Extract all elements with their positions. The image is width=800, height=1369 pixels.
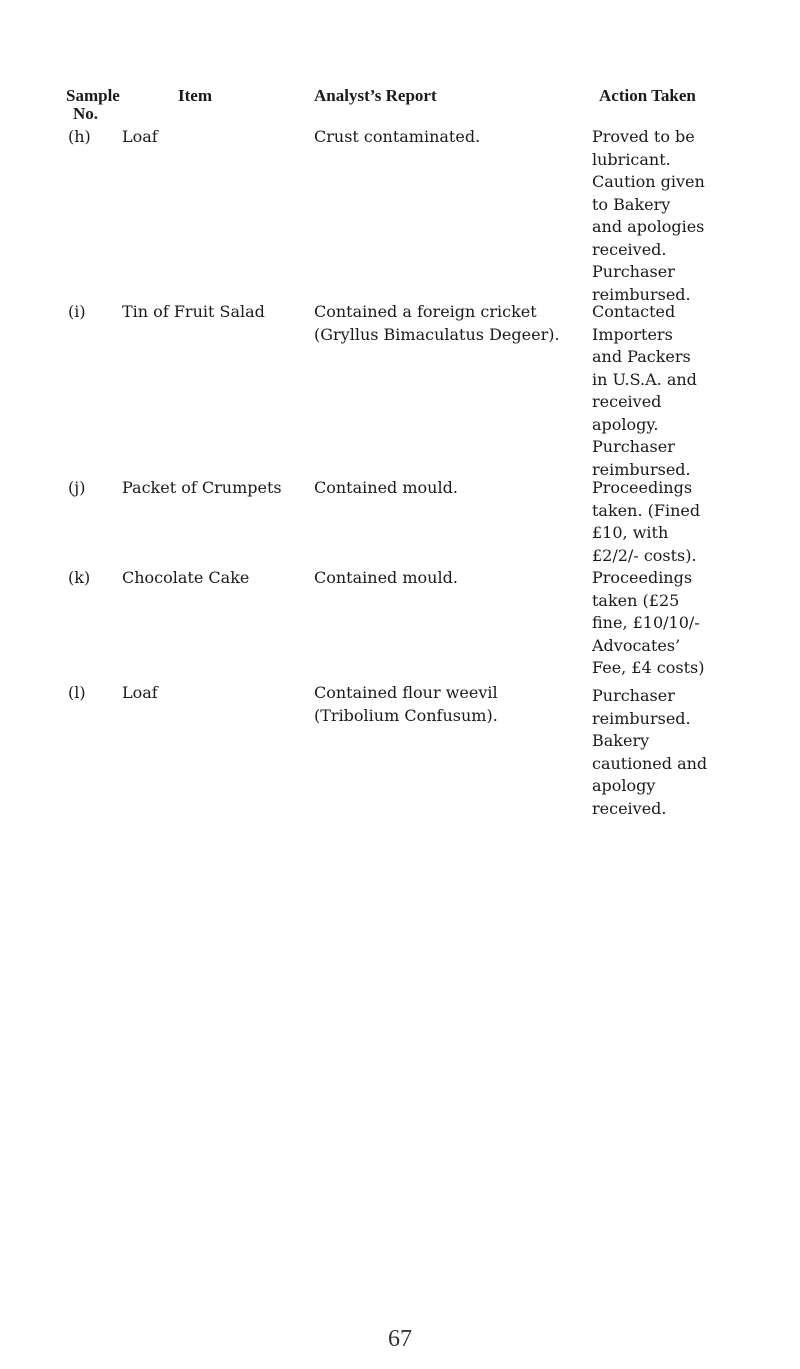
action-line: apology <box>592 776 656 795</box>
report-line: Crust contaminated. <box>314 127 481 146</box>
action-taken <box>592 477 700 567</box>
action-line: Importers <box>592 324 673 344</box>
action-line: cautioned and <box>592 753 708 773</box>
action-line: in U.S.A. and <box>592 369 697 389</box>
action-line: and apologies <box>592 217 705 236</box>
action-line: Purchaser <box>592 686 675 705</box>
action-line: apology. <box>592 414 659 434</box>
action-line: Proceedings <box>592 568 693 587</box>
action-line: reimbursed. <box>592 284 691 304</box>
action-line: to Bakery <box>592 194 671 214</box>
sample-number: (h) <box>68 127 91 146</box>
action-line: taken. (Fined <box>592 500 701 520</box>
item-name: Packet of Crumpets <box>122 478 282 497</box>
action-line: and Packers <box>592 347 691 366</box>
sample-number: (i) <box>68 302 86 321</box>
report-line: Contained mould. <box>314 478 458 497</box>
action-taken <box>592 567 704 680</box>
report-line: Contained flour weevil <box>314 683 498 702</box>
analysts-report <box>314 126 480 149</box>
action-line: taken (£25 <box>592 590 680 610</box>
analysts-report <box>314 301 587 346</box>
action-line: Advocates’ <box>592 635 681 655</box>
item-name: Tin of Fruit Salad <box>122 302 265 321</box>
action-taken <box>592 126 705 306</box>
action-line: Bakery <box>592 731 650 750</box>
action-line: £10, with <box>592 523 669 542</box>
report-line: Contained a foreign cricket <box>314 302 537 321</box>
analysts-report <box>314 682 498 727</box>
action-line: Contacted <box>592 302 676 321</box>
action-line: Caution given <box>592 172 705 191</box>
action-line: £2/2/- costs). <box>592 545 697 565</box>
sample-number: (j) <box>68 478 86 497</box>
sample-number: (l) <box>68 683 86 702</box>
header-sample-label: Sample <box>66 86 120 105</box>
header-item: Item <box>178 86 212 105</box>
action-line: lubricant. <box>592 149 671 169</box>
report-line: (Tribolium Confusum). <box>314 705 498 725</box>
action-line: Proved to be <box>592 127 695 146</box>
action-taken <box>592 685 707 820</box>
sample-number: (k) <box>68 568 91 587</box>
header-action-taken: Action Taken <box>599 86 696 105</box>
action-line: Purchaser <box>592 262 675 281</box>
action-line: Purchaser <box>592 437 675 456</box>
header-analysts-report: Analyst’s Report <box>314 86 437 105</box>
action-line: Fee, £4 costs) <box>592 658 705 677</box>
item-name: Loaf <box>122 683 158 702</box>
action-line: Proceedings <box>592 478 693 497</box>
analysts-report <box>314 477 458 500</box>
header-no-label: No. <box>73 104 99 123</box>
action-line: fine, £10/10/- <box>592 613 700 632</box>
action-line: reimbursed. <box>592 459 691 479</box>
report-line: Contained mould. <box>314 568 458 587</box>
action-line: received <box>592 392 662 411</box>
action-line: received. <box>592 798 667 818</box>
item-name: Loaf <box>122 127 158 146</box>
page-number: 67 <box>388 1326 412 1352</box>
item-name: Chocolate Cake <box>122 568 250 587</box>
action-taken <box>592 301 697 481</box>
analysts-report <box>314 567 458 590</box>
header-sample-no <box>66 87 120 123</box>
report-line: (Gryllus Bimaculatus Degeer). <box>314 324 560 344</box>
action-line: received. <box>592 239 667 259</box>
action-line: reimbursed. <box>592 708 691 728</box>
